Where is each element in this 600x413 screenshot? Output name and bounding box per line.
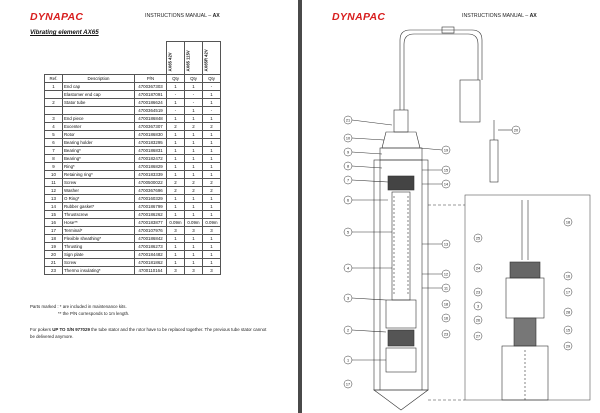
callout-13 — [442, 240, 450, 248]
qty-cell: 1 — [203, 251, 221, 259]
callout-label: 9 — [346, 150, 350, 155]
qty-cell: 1 — [185, 235, 203, 243]
ref-cell: 5 — [45, 131, 63, 139]
cable-line — [400, 30, 482, 110]
pn-cell: 4700181862 — [135, 259, 167, 267]
qty-cell: 2 — [203, 123, 221, 131]
col-pn: P/N — [135, 75, 167, 83]
table-row — [45, 155, 221, 163]
callout-15 — [564, 326, 572, 334]
table-row — [45, 243, 221, 251]
callout-12 — [442, 270, 450, 278]
callout-4 — [344, 264, 352, 272]
brand-logo: DYNAPAC — [30, 11, 84, 23]
callout-18 — [564, 218, 572, 226]
callout-label: 2 — [346, 328, 350, 333]
table-row — [45, 171, 221, 179]
callout-2 — [344, 326, 352, 334]
table-row — [45, 235, 221, 243]
callout-label: 5 — [346, 230, 350, 235]
qty-cell: 1 — [203, 115, 221, 123]
qty-cell: 1 — [203, 203, 221, 211]
qty-cell: 1 — [185, 259, 203, 267]
callout-label: 14 — [443, 182, 449, 187]
callout-23 — [442, 330, 450, 338]
ref-cell: 13 — [45, 195, 63, 203]
callout-8 — [344, 162, 352, 170]
qty-cell: 2 — [167, 187, 185, 195]
callout-label: 26 — [475, 318, 481, 323]
ref-cell: 6 — [45, 139, 63, 147]
qty-cell: 0.09m — [185, 219, 203, 227]
pn-cell: 4700367307 — [135, 123, 167, 131]
col-ref: Ref. — [45, 75, 63, 83]
model-header-2: AX65 115V — [185, 42, 203, 75]
qty-cell: - — [203, 107, 221, 115]
description-cell: Ring* — [63, 163, 135, 171]
qty-cell: 1 — [167, 155, 185, 163]
cable-line — [404, 34, 478, 110]
qty-cell: 2 — [167, 123, 185, 131]
manual-header: INSTRUCTIONS MANUAL – AX — [145, 13, 220, 19]
qty-cell: 3 — [185, 227, 203, 235]
callout-label: 7 — [346, 178, 350, 183]
callout-17 — [344, 380, 352, 388]
plug-body — [490, 140, 498, 182]
table-row — [45, 91, 221, 99]
callout-label: 25 — [475, 236, 481, 241]
qty-cell: 1 — [203, 259, 221, 267]
table-row — [45, 259, 221, 267]
ref-cell: 21 — [45, 259, 63, 267]
qty-cell: 1 — [185, 203, 203, 211]
callout-28 — [564, 308, 572, 316]
callout-label: 20 — [513, 128, 519, 133]
table-row — [45, 267, 221, 275]
description-cell: Retaining ring* — [63, 171, 135, 179]
pn-cell: 4700110164 — [135, 267, 167, 275]
pn-cell: 4700183339 — [135, 171, 167, 179]
qty-cell: 1 — [185, 251, 203, 259]
ref-cell: 12 — [45, 187, 63, 195]
qty-cell: 1 — [167, 131, 185, 139]
right-page — [302, 0, 600, 413]
qty-cell: 3 — [203, 267, 221, 275]
qty-cell: 1 — [167, 251, 185, 259]
callout-29 — [564, 342, 572, 350]
qty-cell: 1 — [185, 83, 203, 91]
pn-cell: 4700364519 — [135, 107, 167, 115]
callout-label: 17 — [345, 382, 351, 387]
ref-cell: 10 — [45, 171, 63, 179]
qty-cell: 1 — [203, 211, 221, 219]
qty-cell: 1 — [203, 243, 221, 251]
description-cell: Stator tube — [63, 99, 135, 107]
detail-body — [506, 278, 544, 318]
pn-cell: 4700186848 — [135, 115, 167, 123]
pn-cell: 4700183295 — [135, 139, 167, 147]
left-page — [0, 0, 298, 413]
callout-11 — [442, 284, 450, 292]
callout-1 — [344, 356, 352, 364]
ref-cell: 17 — [45, 227, 63, 235]
callout-label: 6 — [346, 198, 350, 203]
pn-cell: 4700367303 — [135, 83, 167, 91]
serial-warning: For pokers UP TO S/N 977029 the tube stator and the rotor have to be replaced together. The previous tube stator cannot be delivered anymore. — [30, 327, 267, 339]
callout-label: 17 — [565, 290, 571, 295]
callout-6 — [344, 196, 352, 204]
qty-cell: 1 — [185, 243, 203, 251]
stator-tube — [374, 160, 428, 390]
qty-cell: 1 — [167, 171, 185, 179]
ref-cell: 18 — [45, 235, 63, 243]
model-header-3: AX65R 42V — [203, 42, 221, 75]
qty-cell: 2 — [185, 187, 203, 195]
bearing-holder — [388, 176, 414, 190]
rotor — [392, 192, 410, 300]
description-cell: End piece — [63, 115, 135, 123]
ref-cell — [45, 91, 63, 99]
description-cell: Screw — [63, 259, 135, 267]
callout-21 — [344, 116, 352, 124]
callout-label: 18 — [443, 302, 449, 307]
callout-15 — [442, 166, 450, 174]
ref-cell: 7 — [45, 147, 63, 155]
excenter — [386, 300, 416, 328]
end-piece — [380, 148, 422, 160]
table-row — [45, 179, 221, 187]
table-row — [45, 83, 221, 91]
table-row — [45, 115, 221, 123]
description-cell: Thrusting — [63, 243, 135, 251]
col-qty: Qty — [203, 75, 221, 83]
pn-cell: 4700186829 — [135, 163, 167, 171]
description-cell: Washer — [63, 187, 135, 195]
thrust-screw — [394, 110, 408, 132]
pn-cell: 4700183877 — [135, 219, 167, 227]
description-cell: Excenter — [63, 123, 135, 131]
col-qty: Qty — [185, 75, 203, 83]
callout-3 — [474, 302, 482, 310]
table-row — [45, 203, 221, 211]
thrusting — [382, 132, 420, 148]
description-cell: O Ring* — [63, 195, 135, 203]
qty-cell: 2 — [185, 123, 203, 131]
description-cell: Bearing* — [63, 155, 135, 163]
table-row — [45, 227, 221, 235]
pn-cell: 4700184482 — [135, 251, 167, 259]
callout-7 — [344, 176, 352, 184]
qty-cell: 3 — [185, 267, 203, 275]
callout-27 — [474, 332, 482, 340]
qty-cell: - — [167, 107, 185, 115]
callout-label: 11 — [444, 286, 448, 291]
qty-cell: 1 — [203, 139, 221, 147]
description-cell: Thrustscrew — [63, 211, 135, 219]
callout-label: 18 — [565, 220, 571, 225]
table-row — [45, 211, 221, 219]
qty-cell: 1 — [185, 155, 203, 163]
qty-cell: 1 — [167, 83, 185, 91]
qty-cell: 0.09m — [203, 219, 221, 227]
callout-label: 16 — [565, 274, 571, 279]
callout-label: 8 — [346, 164, 350, 169]
callout-layer — [344, 116, 572, 388]
pn-cell: 4700186624 — [135, 99, 167, 107]
callout-label: 27 — [475, 334, 481, 339]
pn-cell: 4700186273 — [135, 243, 167, 251]
qty-cell: 1 — [185, 131, 203, 139]
callout-17 — [564, 288, 572, 296]
pn-cell: 4700500022 — [135, 179, 167, 187]
callout-9 — [344, 148, 352, 156]
ref-cell: 11 — [45, 179, 63, 187]
model-header-1: AX65 42V — [167, 42, 185, 75]
description-cell: Rubber gasket* — [63, 203, 135, 211]
description-cell: Bearing holder — [63, 139, 135, 147]
qty-cell: 2 — [203, 179, 221, 187]
tip — [374, 390, 428, 410]
brand-logo: DYNAPAC — [332, 11, 386, 23]
callout-label: 23 — [475, 290, 481, 295]
pn-cell: 4700186830 — [135, 131, 167, 139]
qty-cell: 1 — [167, 115, 185, 123]
pn-cell: 4700186831 — [135, 147, 167, 155]
callout-label: 4 — [346, 266, 350, 271]
qty-cell: 1 — [167, 235, 185, 243]
parts-notes: Parts marked : * are included in maintenance kits. ** the P/N corresponds to 1m length. — [30, 304, 130, 316]
callout-label: 19 — [443, 148, 449, 153]
table-row — [45, 219, 221, 227]
parts-table-body — [45, 83, 221, 275]
detail-nut — [510, 262, 540, 278]
qty-cell: 1 — [203, 155, 221, 163]
table-row — [45, 131, 221, 139]
qty-cell: 1 — [167, 211, 185, 219]
ref-cell — [45, 107, 63, 115]
description-cell: Bearing* — [63, 147, 135, 155]
callout-label: 29 — [565, 344, 571, 349]
description-cell: Elastomer end cap — [63, 91, 135, 99]
pn-cell: 4700186262 — [135, 211, 167, 219]
description-cell: Rotor — [63, 131, 135, 139]
qty-cell: 1 — [185, 195, 203, 203]
callout-26 — [474, 316, 482, 324]
qty-cell: 1 — [185, 171, 203, 179]
qty-cell: 1 — [203, 131, 221, 139]
qty-cell: 1 — [167, 99, 185, 107]
callout-16 — [442, 314, 450, 322]
qty-cell: 1 — [167, 163, 185, 171]
qty-cell: - — [185, 99, 203, 107]
qty-cell: 1 — [167, 243, 185, 251]
exploded-drawing — [302, 0, 600, 413]
pn-cell: 4700160329 — [135, 195, 167, 203]
qty-cell: 1 — [167, 147, 185, 155]
qty-cell: 1 — [167, 259, 185, 267]
qty-cell: 1 — [203, 99, 221, 107]
qty-cell: 1 — [203, 91, 221, 99]
description-cell — [63, 107, 135, 115]
qty-cell: 0.09m — [167, 219, 185, 227]
ref-cell: 9 — [45, 163, 63, 171]
callout-label: 21 — [345, 118, 351, 123]
callout-18 — [442, 300, 450, 308]
qty-cell: 3 — [167, 267, 185, 275]
pn-cell: 4700187091 — [135, 91, 167, 99]
ref-cell: 4 — [45, 123, 63, 131]
qty-cell: 2 — [203, 187, 221, 195]
callout-label: 15 — [443, 168, 449, 173]
qty-cell: 2 — [185, 179, 203, 187]
qty-cell: 3 — [167, 227, 185, 235]
pn-cell: 4700182472 — [135, 155, 167, 163]
terminal-box — [460, 80, 480, 122]
ref-cell: 1 — [45, 83, 63, 91]
ref-cell: 19 — [45, 243, 63, 251]
qty-cell: 1 — [203, 235, 221, 243]
pn-cell: 4700186842 — [135, 235, 167, 243]
table-row — [45, 139, 221, 147]
callout-label: 10 — [345, 136, 351, 141]
qty-cell: 1 — [185, 147, 203, 155]
table-row — [45, 187, 221, 195]
callout-label: 3 — [346, 296, 350, 301]
qty-cell: 1 — [185, 107, 203, 115]
detail-frame — [465, 195, 590, 400]
callout-label: 24 — [475, 266, 481, 271]
callout-5 — [344, 228, 352, 236]
callout-label: 16 — [443, 316, 449, 321]
ref-cell: 15 — [45, 211, 63, 219]
qty-cell: 1 — [167, 139, 185, 147]
col-qty: Qty — [167, 75, 185, 83]
qty-cell: 1 — [185, 139, 203, 147]
qty-cell: 1 — [185, 115, 203, 123]
callout-14 — [442, 180, 450, 188]
table-row — [45, 147, 221, 155]
callout-label: 12 — [443, 272, 449, 277]
table-row — [45, 195, 221, 203]
ref-cell: 23 — [45, 267, 63, 275]
table-row — [45, 123, 221, 131]
parts-table — [44, 41, 221, 275]
description-cell: End cap — [63, 83, 135, 91]
callout-25 — [474, 234, 482, 242]
table-row — [45, 251, 221, 259]
description-cell: Screw — [63, 179, 135, 187]
col-description: Description — [63, 75, 135, 83]
qty-cell: 3 — [203, 227, 221, 235]
description-cell: Thermo insulating* — [63, 267, 135, 275]
callout-23 — [474, 288, 482, 296]
qty-cell: 1 — [185, 211, 203, 219]
qty-cell: 1 — [185, 163, 203, 171]
pn-cell: 4700367696 — [135, 187, 167, 195]
callout-10 — [344, 134, 352, 142]
callout-label: 13 — [443, 242, 449, 247]
callout-20 — [512, 126, 520, 134]
ref-cell: 14 — [45, 203, 63, 211]
section-title: Vibrating element AX65 — [30, 29, 99, 36]
bearing — [388, 330, 414, 346]
callout-3 — [344, 294, 352, 302]
qty-cell: 2 — [167, 179, 185, 187]
ref-cell: 16 — [45, 219, 63, 227]
ref-cell: 8 — [45, 155, 63, 163]
qty-cell: - — [185, 91, 203, 99]
qty-cell: 1 — [203, 195, 221, 203]
qty-cell: 1 — [203, 147, 221, 155]
qty-cell: 1 — [167, 203, 185, 211]
description-cell: Hose** — [63, 219, 135, 227]
table-row — [45, 107, 221, 115]
end-cap — [386, 348, 416, 372]
manual-header: INSTRUCTIONS MANUAL – AX — [462, 13, 537, 19]
pn-cell: 4700107976 — [135, 227, 167, 235]
description-cell: Terminal* — [63, 227, 135, 235]
callout-19 — [442, 146, 450, 154]
description-cell: Flexible sheathing* — [63, 235, 135, 243]
qty-cell: - — [203, 83, 221, 91]
callout-label: 1 — [346, 358, 350, 363]
table-row — [45, 163, 221, 171]
qty-cell: - — [167, 91, 185, 99]
callout-label: 28 — [565, 310, 571, 315]
callout-16 — [564, 272, 572, 280]
callout-24 — [474, 264, 482, 272]
qty-cell: 1 — [167, 195, 185, 203]
ref-cell: 2 — [45, 99, 63, 107]
detail-core — [514, 318, 536, 346]
qty-cell: 1 — [203, 163, 221, 171]
ref-cell: 3 — [45, 115, 63, 123]
table-row — [45, 99, 221, 107]
callout-label: 23 — [443, 332, 449, 337]
qty-cell: 1 — [203, 171, 221, 179]
ref-cell: 20 — [45, 251, 63, 259]
callout-label: 3 — [476, 304, 480, 309]
description-cell: Sign plate — [63, 251, 135, 259]
pn-cell: 4700186799 — [135, 203, 167, 211]
callout-label: 15 — [565, 328, 571, 333]
